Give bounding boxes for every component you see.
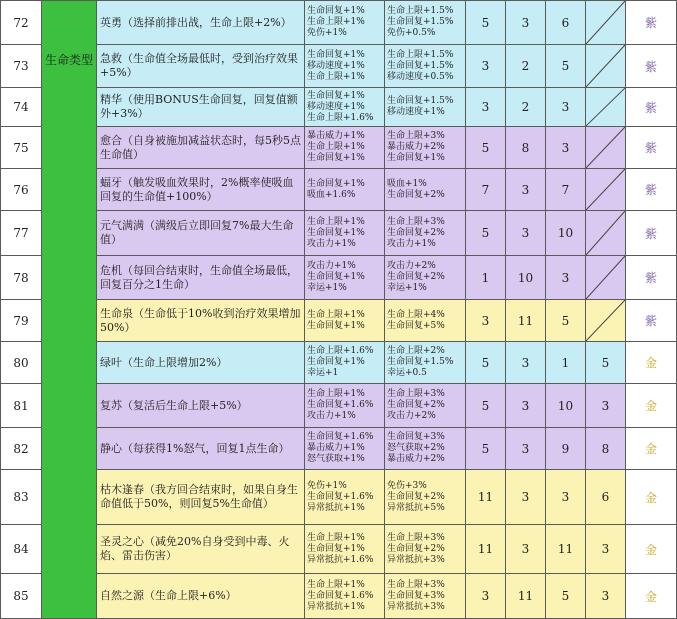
value-cell: 8 bbox=[586, 428, 626, 470]
value-cell: 5 bbox=[546, 300, 586, 342]
row-number: 77 bbox=[1, 211, 42, 256]
row-number: 75 bbox=[1, 127, 42, 169]
value-cell: 1 bbox=[546, 342, 586, 384]
rarity-label: 紫 bbox=[626, 88, 677, 127]
table-row bbox=[1, 428, 677, 470]
attr-col-2 bbox=[385, 256, 466, 300]
attr-line: 生命回复+1.6% bbox=[307, 491, 374, 502]
empty-slash-cell bbox=[586, 1, 626, 45]
row-number: 81 bbox=[1, 384, 42, 428]
attr-line: 暴击威力+1% bbox=[307, 131, 365, 141]
attr-col-2 bbox=[385, 1, 466, 45]
value-cell: 3 bbox=[546, 256, 586, 300]
rarity-label: 金 bbox=[626, 470, 677, 525]
table-row bbox=[1, 1, 677, 45]
rarity-label: 金 bbox=[626, 428, 677, 470]
attr-line: 生命回复+1% bbox=[307, 49, 365, 60]
value-cell: 3 bbox=[466, 88, 506, 127]
skill-name: 精华（使用BONUS生命回复，回复值额外+3%） bbox=[97, 88, 305, 127]
attr-line: 异常抵抗+3% bbox=[387, 601, 445, 612]
attr-line: 生命上限+1% bbox=[307, 532, 365, 543]
attr-line: 移动速度+0.5% bbox=[387, 71, 454, 82]
skill-name: 蝠牙（触发吸血效果时，2%概率使吸血回复的生命值+100%） bbox=[97, 169, 305, 211]
attr-line: 生命回复+1% bbox=[307, 272, 365, 282]
type-label: 生命类型 bbox=[44, 53, 93, 67]
attr-line: 生命上限+3% bbox=[387, 532, 445, 543]
attr-col-1 bbox=[305, 169, 385, 211]
attr-line: 生命回复+1% bbox=[387, 153, 445, 163]
table-row bbox=[1, 384, 677, 428]
rarity-label: 紫 bbox=[626, 45, 677, 88]
value-cell: 5 bbox=[466, 342, 506, 384]
attr-col-2 bbox=[385, 211, 466, 256]
attr-col-1 bbox=[305, 384, 385, 428]
attr-col-2 bbox=[385, 88, 466, 127]
value-cell: 10 bbox=[546, 384, 586, 428]
skill-name: 愈合（自身被施加减益状态时，每5秒5点生命值） bbox=[97, 127, 305, 169]
rarity-label: 紫 bbox=[626, 169, 677, 211]
skill-name: 元气满满（满级后立即回复7%最大生命值） bbox=[97, 211, 305, 256]
attr-col-1 bbox=[305, 300, 385, 342]
value-cell: 1 bbox=[466, 256, 506, 300]
attr-col-1 bbox=[305, 525, 385, 574]
rarity-label: 金 bbox=[626, 384, 677, 428]
table-row bbox=[1, 256, 677, 300]
value-cell: 5 bbox=[546, 574, 586, 619]
value-cell: 8 bbox=[506, 127, 546, 169]
attr-line: 生命上限+2% bbox=[387, 346, 445, 356]
value-cell: 3 bbox=[586, 525, 626, 574]
skill-name: 圣灵之心（减免20%自身受到中毒、火焰、雷击伤害） bbox=[97, 525, 305, 574]
skill-name: 英勇（选择前排出战，生命上限+2%） bbox=[97, 1, 305, 45]
rarity-label: 紫 bbox=[626, 256, 677, 300]
attr-line: 生命回复+1.5% bbox=[387, 96, 454, 106]
attr-line: 生命上限+3% bbox=[387, 579, 445, 590]
attr-line: 移动速度+1% bbox=[307, 101, 365, 112]
value-cell: 3 bbox=[466, 45, 506, 88]
attr-line: 吸血+1% bbox=[387, 178, 427, 189]
skill-name: 急救（生命值全场最低时，受到治疗效果+5%） bbox=[97, 45, 305, 88]
attr-line: 吸血+1.6% bbox=[307, 189, 356, 200]
value-cell: 3 bbox=[586, 574, 626, 619]
value-cell: 3 bbox=[506, 525, 546, 574]
attr-line: 生命回复+1% bbox=[307, 90, 365, 101]
skill-name: 危机（每回合结束时，生命值全场最低，回复百分之1生命） bbox=[97, 256, 305, 300]
attr-line: 怒气获取+1% bbox=[307, 454, 365, 464]
empty-slash-cell bbox=[586, 211, 626, 256]
attr-line: 生命上限+1% bbox=[307, 216, 365, 227]
value-cell: 3 bbox=[466, 574, 506, 619]
attr-col-2 bbox=[385, 470, 466, 525]
attr-col-2 bbox=[385, 342, 466, 384]
attr-line: 移动速度+1% bbox=[307, 60, 365, 71]
attr-line: 生命回复+1% bbox=[307, 153, 365, 163]
value-cell: 3 bbox=[546, 470, 586, 525]
value-cell: 5 bbox=[466, 127, 506, 169]
attr-col-2 bbox=[385, 428, 466, 470]
rarity-label: 紫 bbox=[626, 1, 677, 45]
value-cell: 3 bbox=[506, 342, 546, 384]
table-row bbox=[1, 127, 677, 169]
attr-col-1 bbox=[305, 342, 385, 384]
attr-line: 生命回复+2% bbox=[387, 400, 445, 410]
attr-line: 生命上限+3% bbox=[387, 389, 445, 399]
row-number: 74 bbox=[1, 88, 42, 127]
skill-name: 生命泉（生命低于10%收到治疗效果增加50%） bbox=[97, 300, 305, 342]
attr-col-1 bbox=[305, 470, 385, 525]
attr-line: 生命回复+1% bbox=[307, 227, 365, 238]
row-number: 72 bbox=[1, 1, 42, 45]
row-number: 85 bbox=[1, 574, 42, 619]
value-cell: 5 bbox=[546, 45, 586, 88]
attr-col-2 bbox=[385, 384, 466, 428]
attr-col-1 bbox=[305, 574, 385, 619]
attr-col-1 bbox=[305, 256, 385, 300]
value-cell: 11 bbox=[546, 525, 586, 574]
rarity-label: 金 bbox=[626, 342, 677, 384]
attr-line: 异常抵抗+5% bbox=[387, 502, 445, 513]
value-cell: 11 bbox=[466, 470, 506, 525]
attr-col-2 bbox=[385, 525, 466, 574]
skill-name: 静心（每获得1%怒气，回复1点生命） bbox=[97, 428, 305, 470]
attr-line: 生命回复+5% bbox=[387, 320, 445, 331]
value-cell: 5 bbox=[466, 428, 506, 470]
table-row bbox=[1, 574, 677, 619]
value-cell: 6 bbox=[546, 1, 586, 45]
row-number: 84 bbox=[1, 525, 42, 574]
attr-line: 免伤+1% bbox=[307, 480, 347, 491]
attr-line: 生命上限+3% bbox=[387, 216, 445, 227]
attr-line: 生命回复+2% bbox=[387, 491, 445, 502]
attr-line: 怒气获取+2% bbox=[387, 443, 445, 453]
value-cell: 9 bbox=[546, 428, 586, 470]
table-row bbox=[1, 342, 677, 384]
attr-line: 生命回复+2% bbox=[387, 543, 445, 554]
value-cell: 5 bbox=[466, 384, 506, 428]
attr-col-1 bbox=[305, 1, 385, 45]
attr-line: 异常抵抗+1% bbox=[307, 601, 365, 612]
attr-line: 生命回复+1% bbox=[307, 543, 365, 554]
table-row bbox=[1, 169, 677, 211]
attr-line: 生命上限+3% bbox=[387, 131, 445, 141]
attr-col-2 bbox=[385, 574, 466, 619]
rarity-label: 紫 bbox=[626, 300, 677, 342]
value-cell: 5 bbox=[466, 211, 506, 256]
attr-col-1 bbox=[305, 428, 385, 470]
attr-line: 免伤+3% bbox=[387, 480, 427, 491]
rarity-label: 金 bbox=[626, 525, 677, 574]
row-number: 82 bbox=[1, 428, 42, 470]
attr-line: 生命上限+1% bbox=[307, 71, 365, 82]
attr-line: 攻击力+1% bbox=[307, 238, 356, 249]
table-row bbox=[1, 470, 677, 525]
value-cell: 2 bbox=[506, 45, 546, 88]
attr-line: 生命上限+1.6% bbox=[307, 112, 374, 123]
attr-line: 生命回复+1% bbox=[307, 357, 365, 367]
attr-line: 异常抵抗+3% bbox=[387, 554, 445, 565]
attr-line: 幸运+1% bbox=[387, 283, 427, 293]
skill-name: 复苏（复活后生命上限+5%） bbox=[97, 384, 305, 428]
value-cell: 7 bbox=[466, 169, 506, 211]
value-cell: 10 bbox=[506, 256, 546, 300]
table-row bbox=[1, 211, 677, 256]
attr-line: 生命回复+3% bbox=[387, 590, 445, 601]
attr-line: 生命上限+1.6% bbox=[307, 346, 374, 356]
attr-line: 暴击威力+1% bbox=[307, 443, 365, 453]
type-label-cell bbox=[42, 1, 97, 619]
value-cell: 3 bbox=[506, 470, 546, 525]
attr-line: 幸运+1 bbox=[307, 368, 339, 378]
attr-line: 生命上限+1% bbox=[307, 389, 365, 399]
attr-line: 生命回复+1% bbox=[307, 320, 365, 331]
value-cell: 2 bbox=[506, 88, 546, 127]
table-row bbox=[1, 88, 677, 127]
value-cell: 3 bbox=[506, 1, 546, 45]
attr-line: 生命上限+4% bbox=[387, 309, 445, 320]
attr-line: 生命回复+1% bbox=[307, 6, 365, 16]
value-cell: 3 bbox=[546, 127, 586, 169]
attr-line: 生命回复+1.5% bbox=[387, 357, 454, 367]
value-cell: 11 bbox=[506, 574, 546, 619]
value-cell: 10 bbox=[546, 211, 586, 256]
empty-slash-cell bbox=[586, 127, 626, 169]
attr-col-2 bbox=[385, 169, 466, 211]
attr-line: 生命上限+1% bbox=[307, 309, 365, 320]
attr-line: 幸运+0.5 bbox=[387, 368, 427, 378]
attr-line: 免伤+0.5% bbox=[387, 28, 436, 38]
attr-line: 攻击力+1% bbox=[387, 238, 436, 249]
attr-line: 生命上限+1.5% bbox=[387, 6, 454, 16]
attr-line: 生命上限+1% bbox=[307, 579, 365, 590]
value-cell: 3 bbox=[506, 428, 546, 470]
value-cell: 3 bbox=[506, 211, 546, 256]
value-cell: 3 bbox=[466, 300, 506, 342]
value-cell: 3 bbox=[546, 88, 586, 127]
value-cell: 11 bbox=[506, 300, 546, 342]
attr-line: 幸运+1% bbox=[307, 283, 347, 293]
skill-name: 枯木逢春（我方回合结束时，如果自身生命值低于50%，则回复5%生命值） bbox=[97, 470, 305, 525]
attr-line: 生命上限+1.5% bbox=[387, 49, 454, 60]
value-cell: 5 bbox=[586, 342, 626, 384]
value-cell: 3 bbox=[506, 169, 546, 211]
attr-line: 攻击力+1% bbox=[307, 261, 356, 271]
attr-line: 暴击威力+2% bbox=[387, 454, 445, 464]
empty-slash-cell bbox=[586, 169, 626, 211]
attr-col-1 bbox=[305, 45, 385, 88]
row-number: 73 bbox=[1, 45, 42, 88]
skill-name: 自然之源（生命上限+6%） bbox=[97, 574, 305, 619]
row-number: 78 bbox=[1, 256, 42, 300]
row-number: 80 bbox=[1, 342, 42, 384]
attr-col-1 bbox=[305, 211, 385, 256]
value-cell: 5 bbox=[466, 1, 506, 45]
attr-col-2 bbox=[385, 300, 466, 342]
attr-line: 攻击力+2% bbox=[387, 261, 436, 271]
attr-line: 生命回复+2% bbox=[387, 272, 445, 282]
table-row bbox=[1, 300, 677, 342]
attr-line: 生命回复+1.5% bbox=[387, 17, 454, 27]
rarity-label: 紫 bbox=[626, 127, 677, 169]
empty-slash-cell bbox=[586, 300, 626, 342]
rarity-label: 紫 bbox=[626, 211, 677, 256]
empty-slash-cell bbox=[586, 256, 626, 300]
attr-line: 异常抵抗+1% bbox=[307, 502, 365, 513]
attr-line: 移动速度+1% bbox=[387, 107, 445, 117]
attr-line: 生命回复+3% bbox=[387, 432, 445, 442]
skill-name: 绿叶（生命上限增加2%） bbox=[97, 342, 305, 384]
attr-line: 生命上限+1% bbox=[307, 142, 365, 152]
attr-col-2 bbox=[385, 45, 466, 88]
attr-line: 生命回复+1.6% bbox=[307, 400, 374, 410]
table-row bbox=[1, 45, 677, 88]
rarity-label: 金 bbox=[626, 574, 677, 619]
attr-line: 攻击力+2% bbox=[387, 411, 436, 421]
attr-col-1 bbox=[305, 88, 385, 127]
attr-line: 异常抵抗+1.6% bbox=[307, 554, 374, 565]
attr-line: 攻击力+1% bbox=[307, 411, 356, 421]
row-number: 76 bbox=[1, 169, 42, 211]
attr-line: 生命回复+1% bbox=[307, 178, 365, 189]
value-cell: 3 bbox=[586, 384, 626, 428]
attr-col-1 bbox=[305, 127, 385, 169]
attr-line: 免伤+1% bbox=[307, 28, 347, 38]
empty-slash-cell bbox=[586, 88, 626, 127]
attr-line: 生命回复+1.5% bbox=[387, 60, 454, 71]
attr-line: 暴击威力+2% bbox=[387, 142, 445, 152]
attr-line: 生命回复+2% bbox=[387, 189, 445, 200]
table-row bbox=[1, 525, 677, 574]
value-cell: 11 bbox=[466, 525, 506, 574]
value-cell: 6 bbox=[586, 470, 626, 525]
value-cell: 7 bbox=[546, 169, 586, 211]
attr-line: 生命回复+1.6% bbox=[307, 590, 374, 601]
attr-line: 生命上限+1% bbox=[307, 17, 365, 27]
row-number: 79 bbox=[1, 300, 42, 342]
value-cell: 3 bbox=[506, 384, 546, 428]
row-number: 83 bbox=[1, 470, 42, 525]
attr-col-2 bbox=[385, 127, 466, 169]
attr-line: 生命回复+1.6% bbox=[307, 432, 374, 442]
attr-line: 生命回复+2% bbox=[387, 227, 445, 238]
empty-slash-cell bbox=[586, 45, 626, 88]
